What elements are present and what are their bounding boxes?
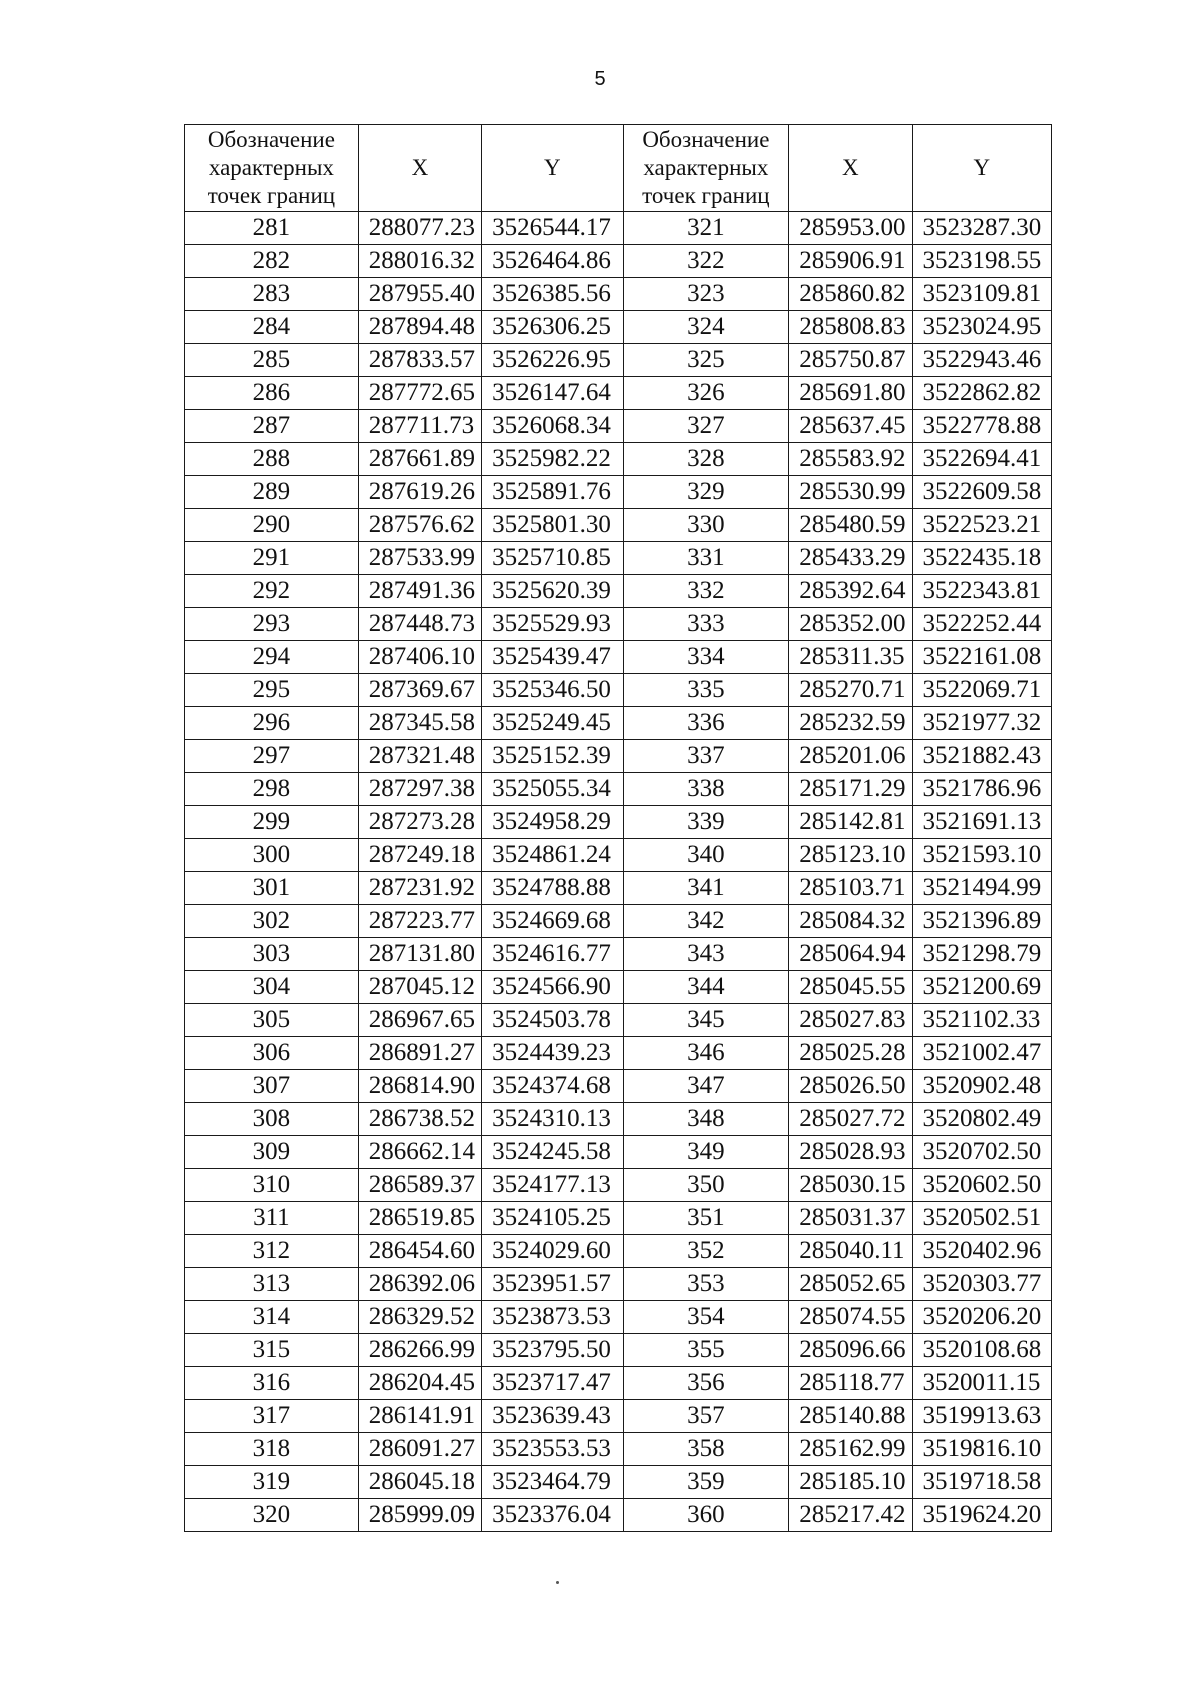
cell-point-id-left: 289 <box>185 476 359 509</box>
cell-x-left: 287297.38 <box>358 773 481 806</box>
table-row <box>185 608 1052 641</box>
table-row <box>185 344 1052 377</box>
cell-point-id-left: 293 <box>185 608 359 641</box>
cell-y-right: 3519624.20 <box>912 1499 1052 1532</box>
table-row <box>185 1202 1052 1235</box>
cell-point-id-left: 302 <box>185 905 359 938</box>
cell-point-id-left: 295 <box>185 674 359 707</box>
cell-x-right: 285270.71 <box>789 674 912 707</box>
cell-x-left: 287533.99 <box>358 542 481 575</box>
table-row <box>185 806 1052 839</box>
cell-x-right: 285027.83 <box>789 1004 912 1037</box>
cell-point-id-right: 334 <box>623 641 789 674</box>
cell-x-left: 287711.73 <box>358 410 481 443</box>
cell-y-left: 3526147.64 <box>482 377 623 410</box>
cell-point-id-right: 344 <box>623 971 789 1004</box>
cell-x-left: 287345.58 <box>358 707 481 740</box>
cell-x-left: 287406.10 <box>358 641 481 674</box>
cell-point-id-left: 298 <box>185 773 359 806</box>
cell-y-right: 3522161.08 <box>912 641 1052 674</box>
header-x-right: X <box>789 125 912 212</box>
table-row <box>185 641 1052 674</box>
cell-point-id-right: 350 <box>623 1169 789 1202</box>
cell-x-right: 285142.81 <box>789 806 912 839</box>
cell-x-right: 285026.50 <box>789 1070 912 1103</box>
cell-x-right: 285906.91 <box>789 245 912 278</box>
table-row <box>185 773 1052 806</box>
cell-y-left: 3524374.68 <box>482 1070 623 1103</box>
table-row <box>185 311 1052 344</box>
cell-y-left: 3524177.13 <box>482 1169 623 1202</box>
cell-y-left: 3524861.24 <box>482 839 623 872</box>
cell-x-right: 285096.66 <box>789 1334 912 1367</box>
cell-y-right: 3520011.15 <box>912 1367 1052 1400</box>
cell-y-left: 3526226.95 <box>482 344 623 377</box>
header-point-id-left: Обозначение характерных точек границ <box>185 125 359 212</box>
cell-point-id-right: 323 <box>623 278 789 311</box>
cell-point-id-right: 321 <box>623 212 789 245</box>
cell-point-id-right: 348 <box>623 1103 789 1136</box>
cell-point-id-left: 294 <box>185 641 359 674</box>
cell-x-right: 285860.82 <box>789 278 912 311</box>
header-y-left: Y <box>482 125 623 212</box>
cell-x-right: 285103.71 <box>789 872 912 905</box>
cell-point-id-left: 303 <box>185 938 359 971</box>
cell-point-id-left: 297 <box>185 740 359 773</box>
cell-point-id-right: 343 <box>623 938 789 971</box>
cell-y-left: 3524503.78 <box>482 1004 623 1037</box>
table-row <box>185 1235 1052 1268</box>
cell-x-right: 285045.55 <box>789 971 912 1004</box>
cell-y-left: 3524788.88 <box>482 872 623 905</box>
cell-point-id-right: 329 <box>623 476 789 509</box>
table-row <box>185 443 1052 476</box>
boundary-points-table <box>184 124 1052 1532</box>
cell-point-id-left: 299 <box>185 806 359 839</box>
cell-y-left: 3524310.13 <box>482 1103 623 1136</box>
cell-y-left: 3524439.23 <box>482 1037 623 1070</box>
cell-y-left: 3523795.50 <box>482 1334 623 1367</box>
cell-y-right: 3523198.55 <box>912 245 1052 278</box>
cell-y-left: 3525439.47 <box>482 641 623 674</box>
cell-point-id-right: 352 <box>623 1235 789 1268</box>
cell-y-right: 3520902.48 <box>912 1070 1052 1103</box>
cell-y-left: 3525891.76 <box>482 476 623 509</box>
cell-point-id-left: 317 <box>185 1400 359 1433</box>
cell-point-id-right: 336 <box>623 707 789 740</box>
table-row <box>185 1070 1052 1103</box>
cell-x-left: 287369.67 <box>358 674 481 707</box>
cell-y-right: 3520702.50 <box>912 1136 1052 1169</box>
cell-y-right: 3523109.81 <box>912 278 1052 311</box>
cell-x-left: 287045.12 <box>358 971 481 1004</box>
cell-point-id-left: 308 <box>185 1103 359 1136</box>
cell-y-left: 3525801.30 <box>482 509 623 542</box>
cell-x-left: 286329.52 <box>358 1301 481 1334</box>
cell-point-id-left: 291 <box>185 542 359 575</box>
cell-x-right: 285118.77 <box>789 1367 912 1400</box>
cell-x-right: 285171.29 <box>789 773 912 806</box>
cell-point-id-left: 281 <box>185 212 359 245</box>
cell-point-id-right: 345 <box>623 1004 789 1037</box>
cell-x-left: 287894.48 <box>358 311 481 344</box>
cell-x-left: 287955.40 <box>358 278 481 311</box>
cell-y-left: 3524245.58 <box>482 1136 623 1169</box>
cell-point-id-left: 288 <box>185 443 359 476</box>
table-row <box>185 971 1052 1004</box>
cell-point-id-right: 341 <box>623 872 789 905</box>
table-row <box>185 476 1052 509</box>
cell-x-left: 286891.27 <box>358 1037 481 1070</box>
cell-x-left: 288016.32 <box>358 245 481 278</box>
table-row <box>185 377 1052 410</box>
cell-point-id-left: 304 <box>185 971 359 1004</box>
cell-x-right: 285583.92 <box>789 443 912 476</box>
cell-y-right: 3522252.44 <box>912 608 1052 641</box>
table-row <box>185 1367 1052 1400</box>
cell-point-id-right: 333 <box>623 608 789 641</box>
cell-x-right: 285031.37 <box>789 1202 912 1235</box>
cell-point-id-right: 360 <box>623 1499 789 1532</box>
cell-y-left: 3524958.29 <box>482 806 623 839</box>
table-row <box>185 1004 1052 1037</box>
cell-y-left: 3525620.39 <box>482 575 623 608</box>
table-row <box>185 575 1052 608</box>
cell-y-left: 3523951.57 <box>482 1268 623 1301</box>
cell-point-id-right: 328 <box>623 443 789 476</box>
cell-x-left: 286454.60 <box>358 1235 481 1268</box>
page-number: 5 <box>594 68 606 90</box>
cell-point-id-right: 347 <box>623 1070 789 1103</box>
cell-point-id-right: 349 <box>623 1136 789 1169</box>
cell-x-left: 287321.48 <box>358 740 481 773</box>
cell-y-left: 3525710.85 <box>482 542 623 575</box>
cell-y-right: 3520602.50 <box>912 1169 1052 1202</box>
cell-point-id-right: 342 <box>623 905 789 938</box>
table-row <box>185 1301 1052 1334</box>
cell-point-id-left: 312 <box>185 1235 359 1268</box>
cell-y-left: 3526068.34 <box>482 410 623 443</box>
cell-x-left: 285999.09 <box>358 1499 481 1532</box>
cell-point-id-left: 285 <box>185 344 359 377</box>
cell-x-right: 285028.93 <box>789 1136 912 1169</box>
cell-y-right: 3520802.49 <box>912 1103 1052 1136</box>
cell-point-id-right: 322 <box>623 245 789 278</box>
cell-point-id-right: 354 <box>623 1301 789 1334</box>
cell-y-right: 3520402.96 <box>912 1235 1052 1268</box>
table-row <box>185 1103 1052 1136</box>
cell-point-id-right: 330 <box>623 509 789 542</box>
cell-x-right: 285808.83 <box>789 311 912 344</box>
cell-y-left: 3526464.86 <box>482 245 623 278</box>
cell-x-left: 287273.28 <box>358 806 481 839</box>
cell-y-right: 3522435.18 <box>912 542 1052 575</box>
cell-y-left: 3526385.56 <box>482 278 623 311</box>
cell-point-id-left: 292 <box>185 575 359 608</box>
header-point-id-right: Обозначение характерных точек границ <box>623 125 789 212</box>
cell-y-left: 3524669.68 <box>482 905 623 938</box>
cell-point-id-left: 290 <box>185 509 359 542</box>
cell-x-left: 287448.73 <box>358 608 481 641</box>
cell-point-id-left: 305 <box>185 1004 359 1037</box>
cell-y-left: 3524566.90 <box>482 971 623 1004</box>
cell-x-left: 287249.18 <box>358 839 481 872</box>
table-row <box>185 245 1052 278</box>
cell-y-left: 3526306.25 <box>482 311 623 344</box>
table-row <box>185 509 1052 542</box>
cell-y-right: 3521200.69 <box>912 971 1052 1004</box>
cell-point-id-left: 313 <box>185 1268 359 1301</box>
cell-x-right: 285084.32 <box>789 905 912 938</box>
cell-point-id-left: 286 <box>185 377 359 410</box>
cell-point-id-right: 331 <box>623 542 789 575</box>
table-row <box>185 410 1052 443</box>
cell-point-id-right: 332 <box>623 575 789 608</box>
cell-x-right: 285392.64 <box>789 575 912 608</box>
cell-point-id-left: 318 <box>185 1433 359 1466</box>
cell-y-left: 3524616.77 <box>482 938 623 971</box>
header-y-right: Y <box>912 125 1052 212</box>
cell-point-id-left: 319 <box>185 1466 359 1499</box>
cell-x-left: 287772.65 <box>358 377 481 410</box>
cell-y-right: 3522694.41 <box>912 443 1052 476</box>
header-x-left: X <box>358 125 481 212</box>
table-row <box>185 1136 1052 1169</box>
cell-x-left: 286662.14 <box>358 1136 481 1169</box>
cell-point-id-right: 358 <box>623 1433 789 1466</box>
cell-y-right: 3522343.81 <box>912 575 1052 608</box>
table-row <box>185 1400 1052 1433</box>
cell-point-id-left: 287 <box>185 410 359 443</box>
cell-x-left: 286738.52 <box>358 1103 481 1136</box>
table-body <box>185 212 1052 1532</box>
cell-x-right: 285480.59 <box>789 509 912 542</box>
cell-point-id-right: 359 <box>623 1466 789 1499</box>
cell-x-left: 286141.91 <box>358 1400 481 1433</box>
cell-y-right: 3521002.47 <box>912 1037 1052 1070</box>
table-row <box>185 839 1052 872</box>
cell-x-right: 285064.94 <box>789 938 912 971</box>
cell-x-right: 285027.72 <box>789 1103 912 1136</box>
cell-point-id-right: 327 <box>623 410 789 443</box>
cell-x-right: 285140.88 <box>789 1400 912 1433</box>
cell-point-id-right: 339 <box>623 806 789 839</box>
table-header-row <box>185 125 1052 212</box>
cell-y-right: 3522069.71 <box>912 674 1052 707</box>
stray-dot <box>556 1581 559 1584</box>
cell-x-right: 285691.80 <box>789 377 912 410</box>
table-row <box>185 707 1052 740</box>
cell-y-left: 3525249.45 <box>482 707 623 740</box>
cell-point-id-right: 351 <box>623 1202 789 1235</box>
cell-x-right: 285162.99 <box>789 1433 912 1466</box>
cell-point-id-left: 316 <box>185 1367 359 1400</box>
cell-x-right: 285953.00 <box>789 212 912 245</box>
cell-point-id-left: 283 <box>185 278 359 311</box>
cell-point-id-right: 325 <box>623 344 789 377</box>
cell-point-id-right: 340 <box>623 839 789 872</box>
cell-x-right: 285530.99 <box>789 476 912 509</box>
cell-y-right: 3521882.43 <box>912 740 1052 773</box>
cell-y-right: 3522609.58 <box>912 476 1052 509</box>
cell-point-id-left: 314 <box>185 1301 359 1334</box>
table-row <box>185 278 1052 311</box>
cell-y-right: 3521396.89 <box>912 905 1052 938</box>
table-row <box>185 1499 1052 1532</box>
cell-point-id-right: 353 <box>623 1268 789 1301</box>
cell-x-left: 286266.99 <box>358 1334 481 1367</box>
table-row <box>185 1433 1052 1466</box>
cell-point-id-left: 311 <box>185 1202 359 1235</box>
cell-point-id-right: 337 <box>623 740 789 773</box>
cell-point-id-right: 338 <box>623 773 789 806</box>
cell-point-id-left: 282 <box>185 245 359 278</box>
cell-x-left: 287491.36 <box>358 575 481 608</box>
cell-y-right: 3523024.95 <box>912 311 1052 344</box>
cell-y-left: 3526544.17 <box>482 212 623 245</box>
cell-point-id-right: 357 <box>623 1400 789 1433</box>
cell-x-right: 285030.15 <box>789 1169 912 1202</box>
cell-x-left: 287131.80 <box>358 938 481 971</box>
cell-x-left: 286814.90 <box>358 1070 481 1103</box>
cell-point-id-left: 310 <box>185 1169 359 1202</box>
cell-x-left: 286392.06 <box>358 1268 481 1301</box>
cell-x-right: 285025.28 <box>789 1037 912 1070</box>
cell-y-right: 3523287.30 <box>912 212 1052 245</box>
cell-point-id-right: 346 <box>623 1037 789 1070</box>
cell-y-left: 3523464.79 <box>482 1466 623 1499</box>
cell-y-right: 3521691.13 <box>912 806 1052 839</box>
cell-x-right: 285052.65 <box>789 1268 912 1301</box>
table-row <box>185 740 1052 773</box>
cell-x-right: 285217.42 <box>789 1499 912 1532</box>
cell-x-right: 285637.45 <box>789 410 912 443</box>
cell-y-left: 3525529.93 <box>482 608 623 641</box>
table-row <box>185 938 1052 971</box>
cell-y-right: 3522862.82 <box>912 377 1052 410</box>
cell-point-id-right: 326 <box>623 377 789 410</box>
cell-y-right: 3520108.68 <box>912 1334 1052 1367</box>
cell-point-id-left: 315 <box>185 1334 359 1367</box>
cell-y-right: 3522523.21 <box>912 509 1052 542</box>
cell-y-right: 3521786.96 <box>912 773 1052 806</box>
cell-x-left: 287833.57 <box>358 344 481 377</box>
cell-y-right: 3522778.88 <box>912 410 1052 443</box>
cell-point-id-right: 355 <box>623 1334 789 1367</box>
cell-x-left: 287619.26 <box>358 476 481 509</box>
cell-y-right: 3522943.46 <box>912 344 1052 377</box>
table-row <box>185 1268 1052 1301</box>
cell-point-id-left: 300 <box>185 839 359 872</box>
cell-x-left: 287223.77 <box>358 905 481 938</box>
table-row <box>185 1037 1052 1070</box>
cell-x-left: 286045.18 <box>358 1466 481 1499</box>
cell-x-right: 285201.06 <box>789 740 912 773</box>
cell-x-left: 286204.45 <box>358 1367 481 1400</box>
cell-point-id-left: 320 <box>185 1499 359 1532</box>
cell-y-left: 3523553.53 <box>482 1433 623 1466</box>
cell-y-left: 3523873.53 <box>482 1301 623 1334</box>
cell-y-right: 3519816.10 <box>912 1433 1052 1466</box>
cell-y-left: 3525982.22 <box>482 443 623 476</box>
cell-x-right: 285123.10 <box>789 839 912 872</box>
table-row <box>185 1334 1052 1367</box>
cell-point-id-right: 356 <box>623 1367 789 1400</box>
table-row <box>185 542 1052 575</box>
cell-x-right: 285040.11 <box>789 1235 912 1268</box>
cell-y-right: 3520206.20 <box>912 1301 1052 1334</box>
table-row <box>185 212 1052 245</box>
cell-x-left: 288077.23 <box>358 212 481 245</box>
cell-y-right: 3521977.32 <box>912 707 1052 740</box>
cell-y-left: 3525346.50 <box>482 674 623 707</box>
cell-y-left: 3524105.25 <box>482 1202 623 1235</box>
cell-x-left: 286519.85 <box>358 1202 481 1235</box>
cell-y-right: 3521494.99 <box>912 872 1052 905</box>
cell-x-right: 285232.59 <box>789 707 912 740</box>
cell-y-left: 3525152.39 <box>482 740 623 773</box>
cell-x-left: 287231.92 <box>358 872 481 905</box>
table-row <box>185 1169 1052 1202</box>
table-row <box>185 872 1052 905</box>
cell-y-right: 3521102.33 <box>912 1004 1052 1037</box>
cell-y-left: 3523376.04 <box>482 1499 623 1532</box>
cell-x-left: 286589.37 <box>358 1169 481 1202</box>
cell-y-right: 3519913.63 <box>912 1400 1052 1433</box>
cell-y-left: 3523717.47 <box>482 1367 623 1400</box>
table-row <box>185 905 1052 938</box>
table-row <box>185 674 1052 707</box>
cell-y-right: 3521593.10 <box>912 839 1052 872</box>
cell-x-left: 286967.65 <box>358 1004 481 1037</box>
cell-x-left: 287576.62 <box>358 509 481 542</box>
cell-y-left: 3523639.43 <box>482 1400 623 1433</box>
cell-x-right: 285433.29 <box>789 542 912 575</box>
cell-point-id-right: 324 <box>623 311 789 344</box>
cell-y-right: 3520502.51 <box>912 1202 1052 1235</box>
cell-x-right: 285750.87 <box>789 344 912 377</box>
cell-x-right: 285074.55 <box>789 1301 912 1334</box>
cell-point-id-left: 296 <box>185 707 359 740</box>
cell-x-left: 287661.89 <box>358 443 481 476</box>
cell-x-right: 285311.35 <box>789 641 912 674</box>
cell-y-left: 3525055.34 <box>482 773 623 806</box>
cell-x-right: 285352.00 <box>789 608 912 641</box>
cell-point-id-left: 307 <box>185 1070 359 1103</box>
cell-point-id-left: 306 <box>185 1037 359 1070</box>
cell-y-right: 3520303.77 <box>912 1268 1052 1301</box>
cell-y-right: 3521298.79 <box>912 938 1052 971</box>
cell-point-id-left: 309 <box>185 1136 359 1169</box>
cell-x-right: 285185.10 <box>789 1466 912 1499</box>
cell-point-id-left: 284 <box>185 311 359 344</box>
cell-y-left: 3524029.60 <box>482 1235 623 1268</box>
cell-x-left: 286091.27 <box>358 1433 481 1466</box>
cell-point-id-right: 335 <box>623 674 789 707</box>
cell-y-right: 3519718.58 <box>912 1466 1052 1499</box>
table-row <box>185 1466 1052 1499</box>
cell-point-id-left: 301 <box>185 872 359 905</box>
